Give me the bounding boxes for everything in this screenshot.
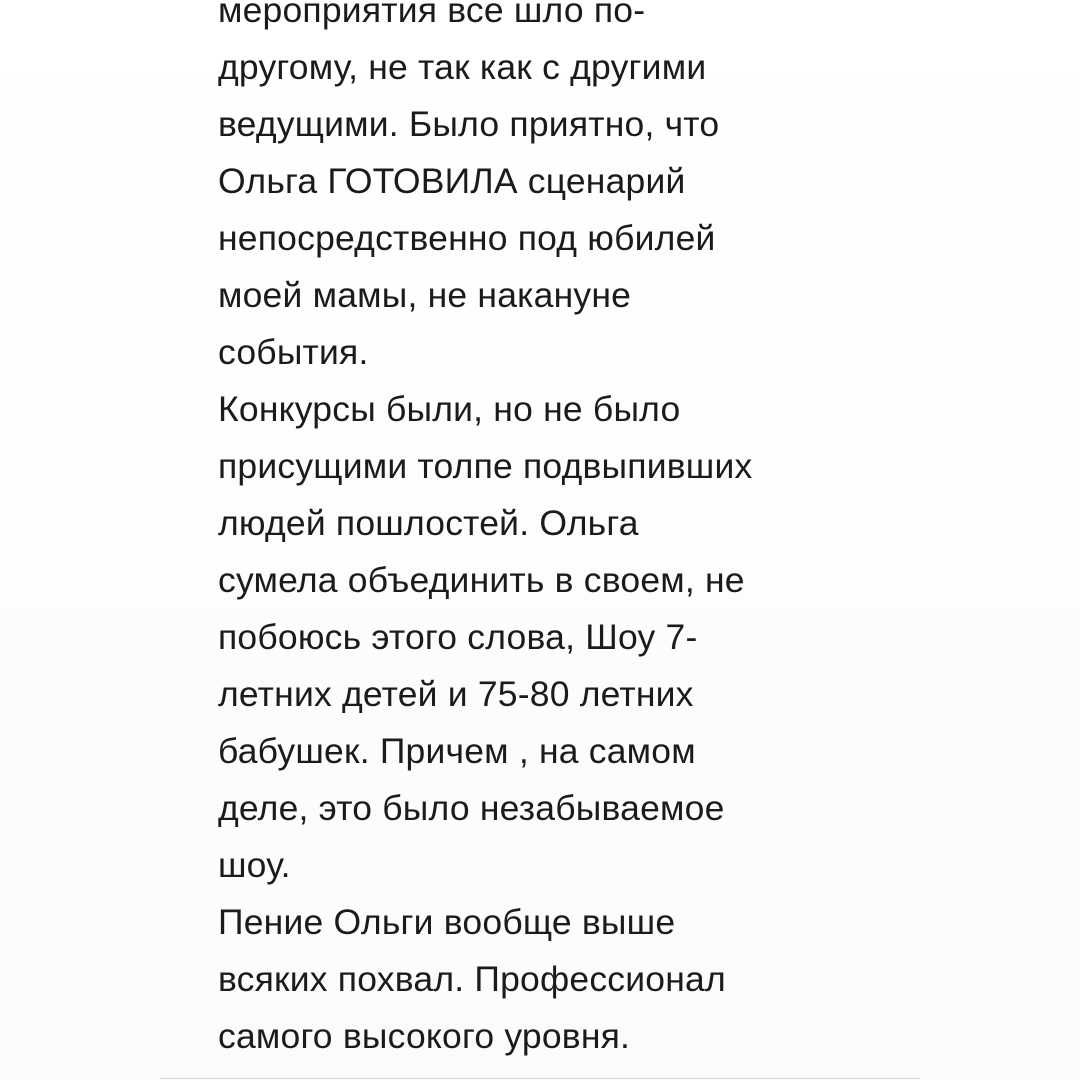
message-line-5: непосредственно под юбилей xyxy=(218,218,716,258)
message-line-16: шоу. xyxy=(218,845,291,885)
message-line-9: присущими толпе подвыпивших xyxy=(218,446,753,486)
message-line-12: побоюсь этого слова, Шоу 7- xyxy=(218,617,698,657)
review-message-text xyxy=(218,0,918,1065)
message-line-7: события. xyxy=(218,332,369,372)
message-line-15: деле, это было незабываемое xyxy=(218,788,725,828)
message-screen xyxy=(160,0,920,1079)
message-line-4: Ольга ГОТОВИЛА сценарий xyxy=(218,161,686,201)
message-line-8: Конкурсы были, но не было xyxy=(218,389,681,429)
message-line-14: бабушек. Причем , на самом xyxy=(218,731,696,771)
message-line-2: другому, не так как с другими xyxy=(218,47,707,87)
message-line-11: сумела объединить в своем, не xyxy=(218,560,745,600)
message-line-19: самого высокого уровня. xyxy=(218,1016,631,1056)
message-line-1: мероприятия все шло по- xyxy=(218,0,646,30)
message-line-18: всяких похвал. Профессионал xyxy=(218,959,726,999)
message-line-17: Пение Ольги вообще выше xyxy=(218,902,676,942)
message-line-3: ведущими. Было приятно, что xyxy=(218,104,720,144)
message-line-13: летних детей и 75-80 летних xyxy=(218,674,694,714)
message-line-6: моей мамы, не накануне xyxy=(218,275,632,315)
message-line-10: людей пошлостей. Ольга xyxy=(218,503,639,543)
